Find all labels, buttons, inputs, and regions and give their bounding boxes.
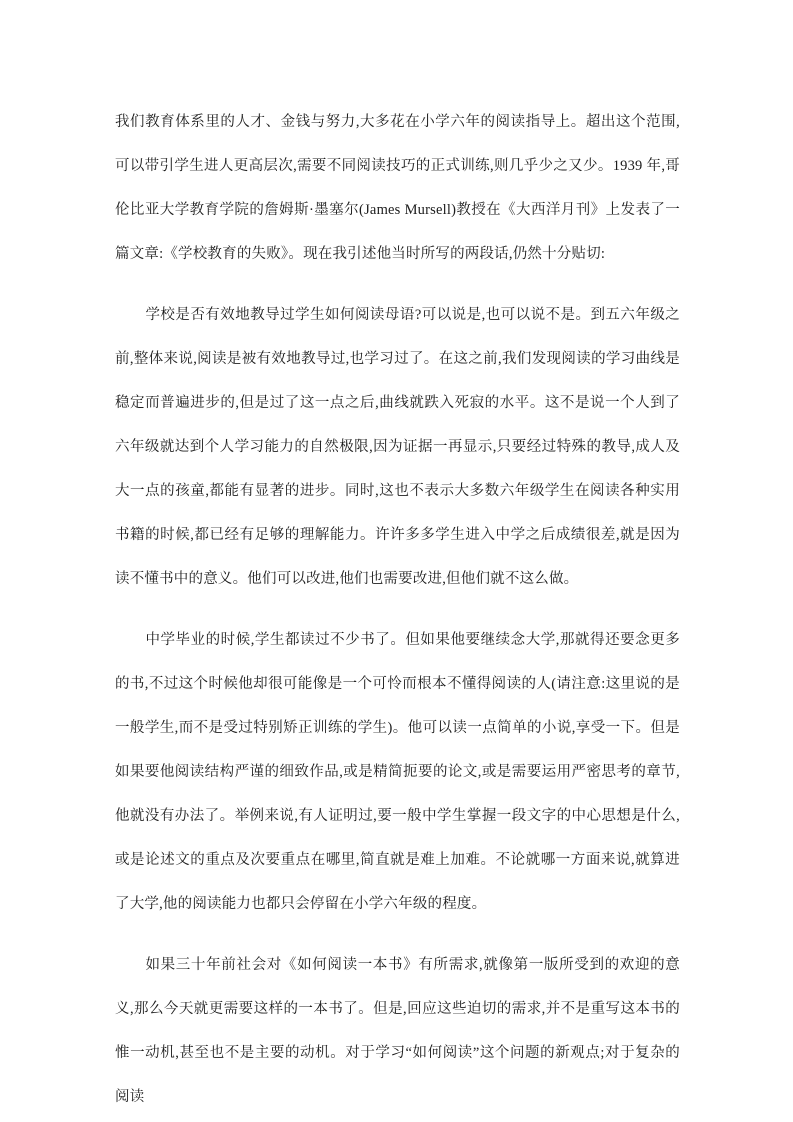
paragraph: 学校是否有效地教导过学生如何阅读母语?可以说是,也可以说不是。到五六年级之前,整体来说,阅读是被有效地教导过,也学习过了。在这之前,我们发现阅读的学习曲线是稳定而普遍进步的,但是过了这一点之后,曲线就跌入死寂的水平。这不是说一个人到了六年级就达到个人学习能力的自然极限,因为证据一再显示,只要经过特殊的教导,成人及大一点的孩童,都能有显著的进步。同时,这也不表示大多数六年级学生在阅读各种实用书籍的时候,都已经有足够的理解能力。许许多多学生进入中学之后成绩很差,就是因为读不懂书中的意义。他们可以改进,他们也需要改进,但他们就不这么做。 <box>115 307 680 587</box>
paragraph: 如果三十年前社会对《如何阅读一本书》有所需求,就像第一版所受到的欢迎的意义,那么今天就更需要这样的一本书了。但是,回应这些迫切的需求,并不是重写这本书的惟一动机,甚至也不是主要的动机。对于学习“如何阅读”这个问题的新观点;对于复杂的阅读 <box>115 957 680 1105</box>
paragraph: 我们教育体系里的人才、金钱与努力,大多花在小学六年的阅读指导上。超出这个范围,可以带引学生进人更高层次,需要不同阅读技巧的正式训练,则几乎少之又少。1939 年,哥伦比亚大学教育学院的詹姆斯·墨塞尔(James Mursell)教授在《大西洋月刊》上发表了一篇文章:《学校教育的失败》。现在我引述他当时所写的两段话,仍然十分贴切: <box>115 114 680 262</box>
paragraph: 中学毕业的时候,学生都读过不少书了。但如果他要继续念大学,那就得还要念更多的书,不过这个时候他却很可能像是一个可怜而根本不懂得阅读的人(请注意:这里说的是一般学生,而不是受过特别矫正训练的学生)。他可以读一点简单的小说,享受一下。但是如果要他阅读结构严谨的细致作品,或是精简扼要的论文,或是需要运用严密思考的章节,他就没有办法了。举例来说,有人证明过,要一般中学生掌握一段文字的中心思想是什么,或是论述文的重点及次要重点在哪里,简直就是难上加难。不论就哪一方面来说,就算进了大学,他的阅读能力也都只会停留在小学六年级的程度。 <box>115 632 680 912</box>
